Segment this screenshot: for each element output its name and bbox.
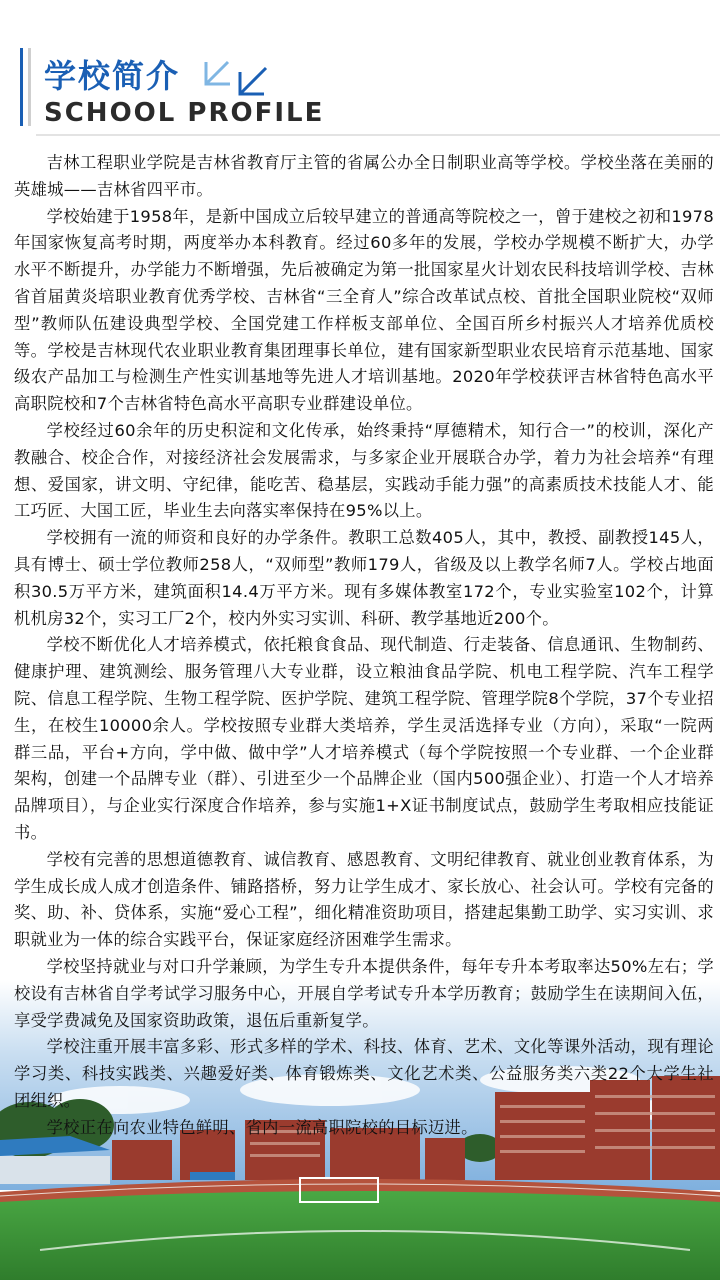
- paragraph-activities: 学校注重开展丰富多彩、形式多样的学术、科技、体育、艺术、文化等课外活动，现有理论学习类、科技实践类、兴趣爱好类、体育锻炼类、文化艺术类、公益服务类六类22个大学生社团组织。: [14, 1037, 714, 1110]
- double-arrow-down-left-icon: [198, 56, 278, 100]
- paragraph-programs: 学校不断优化人才培养模式，依托粮食食品、现代制造、行走装备、信息通讯、生物制药、健康护理、建筑测绘、服务管理八大专业群，设立粮油食品学院、机电工程学院、汽车工程学院、信息工程学院、生物工程学院、医护学院、建筑工程学院、管理学院8个学院，37个专业招生，在校生10000余人。学校按照专业群大类培养，学生灵活选择专业（方向），采取“一院两群三品，平台+方向，学中做、做中学”人才培养模式（每个学院按照一个专业群、一个企业群架构，创建一个品牌专业（群）、引进至少一个品牌企业（国内500强企业）、打造一个人才培养品牌项目），与企业实行深度合作培养，参与实施1+X证书制度试点，鼓励学生考取相应技能证书。: [14, 635, 714, 842]
- profile-text: [14, 150, 714, 1141]
- page-title: 学校简介: [44, 57, 181, 95]
- paragraph-advancement: 学校坚持就业与对口升学兼顾，为学生专升本提供条件，每年专升本考取率达50%左右；学校设有吉林省自学考试学习服务中心，开展自学考试专升本学历教育；鼓励学生在读期间入伍，享受学费减免及国家资助政策，退伍后重新复学。: [14, 956, 714, 1030]
- page-subtitle: SCHOOL PROFILE: [44, 98, 325, 128]
- paragraph-intro: 吉林工程职业学院是吉林省教育厅主管的省属公办全日制职业高等学校。学校坐落在美丽的英雄城——吉林省四平市。: [14, 153, 714, 199]
- paragraph-goal: 学校正在向农业特色鲜明、省内一流高职院校的目标迈进。: [46, 1117, 478, 1137]
- paragraph-education: 学校有完善的思想道德教育、诚信教育、感恩教育、文明纪律教育、就业创业教育体系，为学生成长成人成才创造条件、铺路搭桥，努力让学生成才、家长放心、社会认可。学校有完备的奖、助、补、贷体系，实施“爱心工程”，细化精准资助项目，搭建起集勤工助学、实习实训、求职就业为一体的综合实践平台，保证家庭经济困难学生需求。: [14, 849, 714, 950]
- paragraph-history: 学校始建于1958年，是新中国成立后较早建立的普通高等院校之一，曾于建校之初和1978年国家恢复高考时期，两度举办本科教育。经过60多年的发展，学校办学规模不断扩大，办学水平不断提升，办学能力不断增强，先后被确定为第一批国家星火计划农民科技培训学校、吉林省首届黄炎培职业教育优秀学校、吉林省“三全育人”综合改革试点校、首批全国职业院校“双师型”教师队伍建设典型学校、全国党建工作样板支部单位、全国百所乡村振兴人才培养优质校等。学校是吉林现代农业职业教育集团理事长单位，建有国家新型职业农民培育示范基地、国家级农产品加工与检测生产性实训基地等先进人才培训基地。2020年学校获评吉林省特色高水平高职院校和7个吉林省特色高水平高职专业群建设单位。: [14, 206, 714, 414]
- header-divider: [36, 134, 720, 136]
- page-header: [0, 0, 720, 150]
- header-accent-bar: [20, 48, 23, 126]
- paragraph-culture: 学校经过60余年的历史积淀和文化传承，始终秉持“厚德精术，知行合一”的校训，深化产教融合、校企合作，对接经济社会发展需求，与多家企业开展联合办学，着力为社会培养“有理想、爱国家，讲文明、守纪律，能吃苦、稳基层，实践动手能力强”的高素质技术技能人才、能工巧匠、大国工匠，毕业生去向落实率保持在95%以上。: [14, 420, 714, 521]
- paragraph-faculty: 学校拥有一流的师资和良好的办学条件。教职工总数405人，其中，教授、副教授145人，具有博士、硕士学位教师258人，“双师型”教师179人，省级及以上教学名师7人。学校占地面积30.5万平方米，建筑面积14.4万平方米。现有多媒体教室172个，专业实验室102个，计算机机房32个，实习工厂2个，校内外实习实训、科研、教学基地近200个。: [14, 528, 714, 628]
- football-field: [0, 1191, 720, 1280]
- header-secondary-bar: [28, 48, 31, 126]
